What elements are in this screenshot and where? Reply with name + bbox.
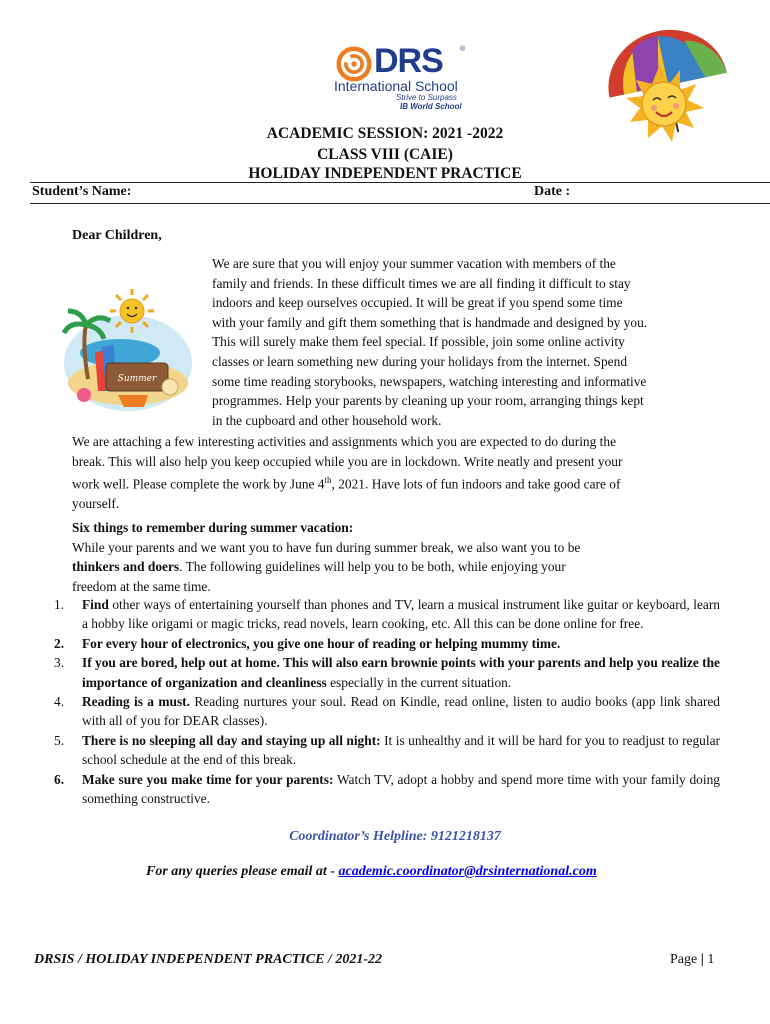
guideline-item bbox=[54, 770, 720, 809]
assignment-paragraph bbox=[72, 432, 720, 514]
item-bold: If you are bored, help out at home. This will also earn brownie points with your parents and help you realize the importance of organization and cleanliness bbox=[82, 655, 720, 690]
guidelines-intro-rest: . The following guidelines will help you to be both, while enjoying your bbox=[179, 559, 566, 575]
intro-line: classes or learn something new during your holidays from the internet. Spend bbox=[212, 353, 628, 369]
guidelines-intro bbox=[72, 518, 720, 596]
guidelines-heading: Six things to remember during summer vacation: bbox=[72, 520, 354, 535]
item-number: 3. bbox=[54, 655, 65, 671]
coordinator-helpline: Coordinator’s Helpline: 9121218137 bbox=[289, 829, 501, 844]
page-label: Page bbox=[670, 952, 698, 967]
intro-line: indoors and keep ourselves occupied. It will be great if you spend some time bbox=[212, 295, 623, 311]
item-bold: Reading is a must. bbox=[82, 694, 190, 710]
student-info-row bbox=[32, 184, 770, 202]
assignment-line: yourself. bbox=[72, 496, 120, 512]
intro-paragraph bbox=[212, 254, 718, 430]
greeting: Dear Children, bbox=[72, 228, 162, 243]
item-bold: Find bbox=[82, 597, 109, 612]
assignment-line-deadline bbox=[72, 471, 720, 494]
item-number: 6. bbox=[54, 771, 65, 787]
guideline-item bbox=[54, 653, 720, 692]
deadline-text-b: , 2021. Have lots of fun indoors and take good care of bbox=[331, 476, 621, 492]
logo-school-name: International School bbox=[334, 78, 458, 94]
assignment-line: We are attaching a few interesting activities and assignments which you are expected to do during the bbox=[72, 434, 617, 449]
intro-line: programmes. Help your parents by cleaning up your room, arranging things kept bbox=[212, 393, 644, 409]
assignment-line: break. This will also help you keep occupied while you are in lockdown. Write neatly and present your bbox=[72, 453, 623, 469]
item-number: 1. bbox=[54, 597, 65, 612]
page-value: 1 bbox=[707, 952, 715, 967]
intro-line: with your family and gift them something that is handmade and designed by you. bbox=[212, 314, 648, 330]
session-heading: ACADEMIC SESSION: 2021 -2022 bbox=[266, 125, 504, 142]
guideline-item bbox=[54, 692, 720, 731]
item-bold: There is no sleeping all day and staying up all night: bbox=[82, 732, 381, 748]
guidelines-intro-line bbox=[72, 557, 720, 577]
intro-line: family and friends. In these difficult times we are all finding it difficult to stay bbox=[212, 275, 631, 291]
item-number: 5. bbox=[54, 732, 65, 748]
item-number: 2. bbox=[54, 635, 65, 651]
logo-ib-label: IB World School bbox=[400, 102, 462, 111]
item-text: It is unhealthy and it will be hard for you to readjust to regular school schedule at the end of this break. bbox=[82, 732, 720, 768]
guidelines-list bbox=[54, 595, 720, 808]
date-label: Date : bbox=[534, 184, 571, 199]
thinkers-doers: thinkers and doers bbox=[72, 559, 180, 575]
item-text: Watch TV, adopt a hobby and spend more time with your family doing something constructive. bbox=[82, 771, 720, 807]
deadline-superscript: th bbox=[324, 475, 332, 486]
page-number bbox=[670, 952, 714, 968]
summer-holidays-illustration bbox=[60, 283, 195, 418]
class-heading: CLASS VIII (CAIE) bbox=[317, 146, 453, 163]
school-logo bbox=[330, 42, 480, 110]
email-query-row bbox=[146, 864, 597, 880]
svg-text:Summer: Summer bbox=[117, 374, 157, 384]
footer-document-label: DRSIS / HOLIDAY INDEPENDENT PRACTICE / 2021-22 bbox=[34, 952, 382, 967]
logo-brand: DRS bbox=[374, 42, 443, 80]
bottom-rule bbox=[30, 203, 770, 204]
item-bold: Make sure you make time for your parents: bbox=[82, 771, 334, 787]
drs-swirl-icon bbox=[336, 46, 372, 82]
guidelines-intro-line: While your parents and we want you to have fun during summer break, we also want you to be bbox=[72, 539, 581, 555]
student-name-label: Student’s Name: bbox=[32, 184, 132, 199]
logo-tagline: Strive to Surpass bbox=[396, 93, 457, 102]
intro-line: We are sure that you will enjoy your summer vacation with members of the bbox=[212, 256, 616, 271]
top-rule bbox=[30, 182, 770, 183]
item-bold: For every hour of electronics, you give one hour of reading or helping mummy time. bbox=[82, 635, 561, 651]
item-number: 4. bbox=[54, 694, 65, 710]
item-text: other ways of entertaining yourself than phones and TV, learn a musical instrument like guitar or keyboard, learn a hobby like origami or magic tricks, read novels, learn cooking, etc. All this can be done online for free. bbox=[82, 597, 720, 632]
guideline-item bbox=[54, 634, 720, 653]
guideline-item bbox=[54, 595, 720, 634]
page-separator: | bbox=[700, 952, 704, 967]
intro-line: in the cupboard and other household work. bbox=[212, 412, 442, 428]
item-text: Reading nurtures your soul. Read on Kindle, read online, listen to audio books (app link shared with all of you for DEAR classes). bbox=[82, 694, 720, 729]
item-text: especially in the current situation. bbox=[326, 674, 512, 690]
intro-line: This will surely make them feel special. If possible, join some online activity bbox=[212, 334, 625, 350]
guideline-item bbox=[54, 731, 720, 770]
guidelines-intro-line: freedom at the same time. bbox=[72, 578, 211, 594]
deadline-text-a: work well. Please complete the work by June 4 bbox=[72, 476, 325, 492]
document-title: HOLIDAY INDEPENDENT PRACTICE bbox=[248, 165, 522, 182]
coordinator-email-link[interactable]: academic.coordinator@drsinternational.com bbox=[338, 864, 597, 879]
email-query-label: For any queries please email at - bbox=[146, 864, 335, 879]
intro-line: some time reading storybooks, newspapers, watching interesting and informative bbox=[212, 373, 647, 389]
logo-registered: ® bbox=[460, 46, 466, 53]
